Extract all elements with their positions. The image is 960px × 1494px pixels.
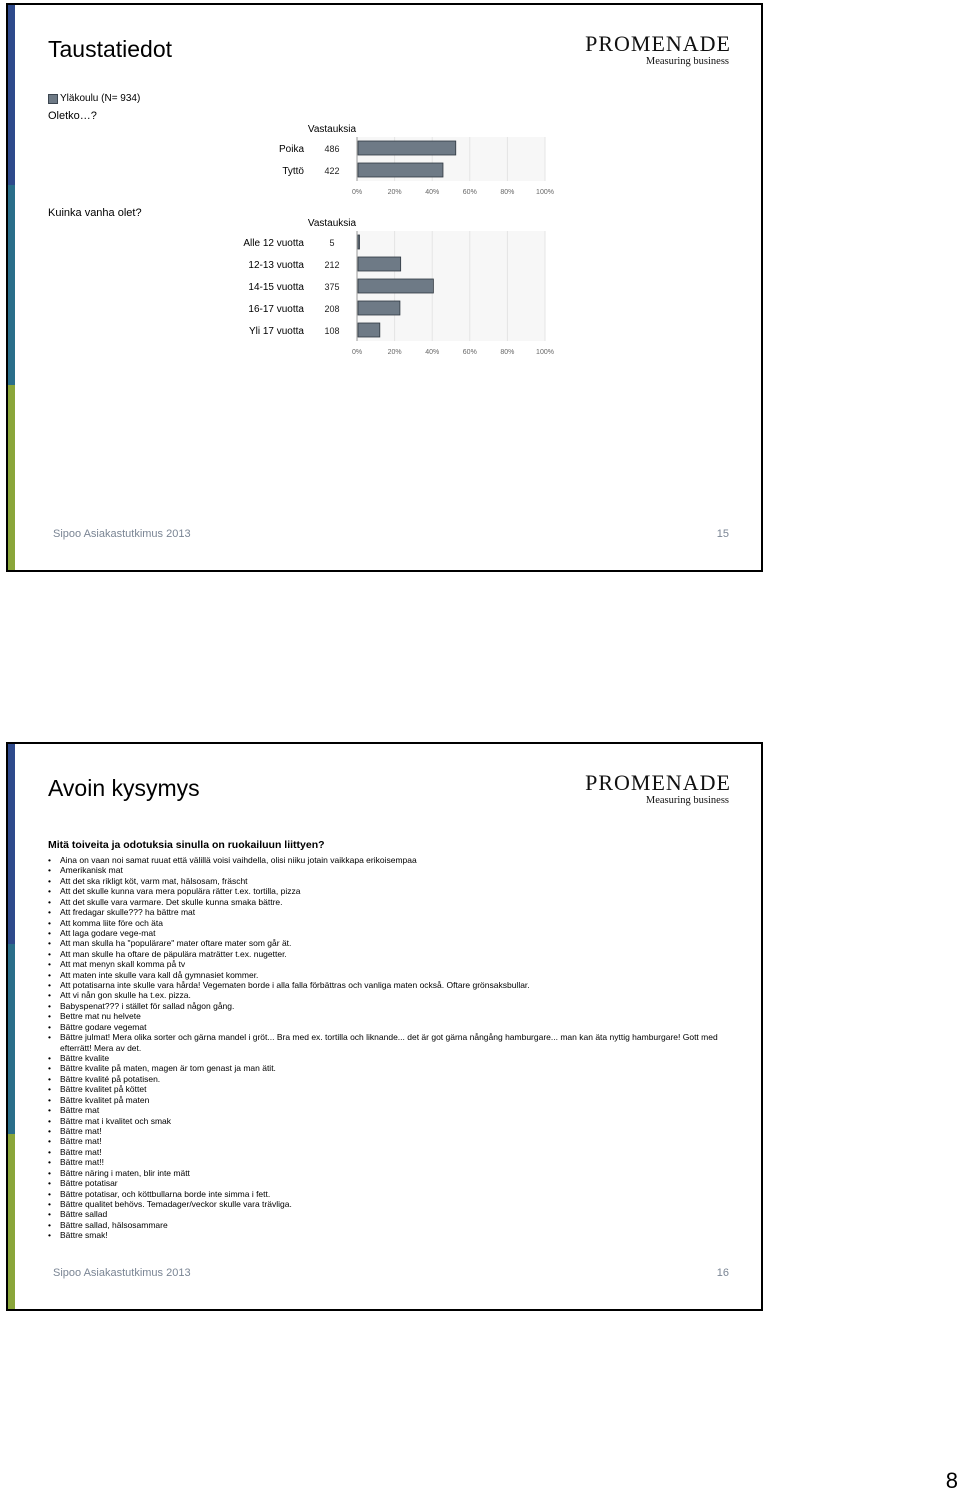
bar	[358, 141, 456, 155]
bar	[358, 301, 400, 315]
bar	[358, 279, 433, 293]
value-label: 422	[324, 166, 340, 176]
x-tick-label: 100%	[536, 189, 554, 196]
value-label: 5	[329, 238, 335, 248]
response-item: • Att maten inte skulle vara kall då gymnasiet kommer.	[48, 970, 748, 980]
x-tick-label: 80%	[500, 349, 515, 356]
slide-page-number: 15	[716, 528, 729, 540]
value-label: 375	[324, 282, 340, 292]
response-item: • Bättre sallad, hälsosammare	[48, 1220, 748, 1230]
x-tick-label: 80%	[500, 189, 515, 196]
slide-sidebar	[8, 744, 15, 1309]
category-label: Alle 12 vuotta	[243, 238, 304, 249]
slide-footer: Sipoo Asiakastutkimus 2013	[53, 1267, 191, 1279]
promenade-logo	[579, 772, 731, 807]
response-item: • Bättre smak!	[48, 1230, 748, 1240]
document-page-number: 8	[945, 1468, 958, 1493]
x-tick-label: 0%	[351, 189, 363, 196]
response-item: • Amerikanisk mat	[48, 865, 748, 875]
chart-svg	[8, 121, 763, 199]
value-label: 486	[324, 144, 340, 154]
response-item: • Bättre näring i maten, blir inte mätt	[48, 1168, 748, 1178]
response-list	[48, 855, 748, 1241]
response-item: • Aina on vaan noi samat ruuat että välillä voisi vaihdella, olisi niiku jotain vaikkapa erikoisempaa	[48, 855, 748, 865]
sidebar-segment-blue	[8, 744, 15, 944]
response-item: • Bättre kvalite	[48, 1053, 748, 1063]
sidebar-segment-teal	[8, 944, 15, 1134]
response-item: • Bättre mat!!	[48, 1157, 748, 1167]
logo-tagline: Measuring business	[645, 56, 729, 67]
category-label: Tyttö	[282, 166, 304, 177]
response-item: • Att potatisarna inte skulle vara hårda! Vegematen borde i alla falla förbättras och vanliga maten också. Oftare grönsaksbullar.	[48, 980, 748, 990]
response-item: • Bättre kvalité på potatisen.	[48, 1074, 748, 1084]
x-tick-label: 20%	[387, 189, 402, 196]
response-item: • Bättre potatisar, och köttbullarna borde inte simma i fett.	[48, 1189, 748, 1199]
response-item: • Att det ska rikligt köt, varm mat, hälsosam, fräscht	[48, 876, 748, 886]
x-tick-label: 40%	[425, 349, 440, 356]
slide-title: Taustatiedot	[48, 36, 173, 62]
bar	[358, 323, 380, 337]
x-tick-label: 40%	[425, 189, 440, 196]
response-item: • Att laga godare vege-mat	[48, 928, 748, 938]
x-tick-label: 60%	[462, 189, 477, 196]
response-item: • Att det skulle kunna vara mera populära rätter t.ex. tortilla, pizza	[48, 886, 748, 896]
gender-chart	[8, 121, 763, 199]
response-item: • Bättre kvalitet på maten	[48, 1095, 748, 1105]
bar	[358, 235, 360, 249]
response-item: • Att vi nån gon skulle ha t.ex. pizza.	[48, 990, 748, 1000]
bar	[358, 257, 401, 271]
value-label: 212	[324, 260, 340, 270]
slide-15	[6, 3, 763, 572]
response-item: • Bättre mat!	[48, 1126, 748, 1136]
response-item: • Bättre sallad	[48, 1209, 748, 1219]
response-item: • Bättre qualitet behövs. Temadager/veckor skulle vara trävliga.	[48, 1199, 748, 1209]
response-item: • Att det skulle vara varmare. Det skulle kunna smaka bättre.	[48, 897, 748, 907]
legend-swatch	[48, 94, 58, 104]
bar	[358, 163, 443, 177]
slide-page-number: 16	[716, 1267, 729, 1279]
category-label: 14-15 vuotta	[248, 282, 304, 293]
question-age: Kuinka vanha olet?	[48, 207, 142, 219]
response-item: • Bättre kvalitet på köttet	[48, 1084, 748, 1094]
slide-title: Avoin kysymys	[48, 775, 200, 801]
slide-footer: Sipoo Asiakastutkimus 2013	[53, 528, 191, 540]
response-item: • Att fredagar skulle??? ha bättre mat	[48, 907, 748, 917]
x-tick-label: 100%	[536, 349, 554, 356]
response-item: • Att komma liite före och äta	[48, 918, 748, 928]
slide-16	[6, 742, 763, 1311]
logo-brand: PROMENADE	[585, 31, 731, 56]
legend-label: Yläkoulu (N= 934)	[60, 93, 141, 104]
logo-brand: PROMENADE	[585, 770, 731, 795]
question-gender: Oletko…?	[48, 110, 97, 122]
sidebar-segment-green	[8, 385, 15, 572]
chart-svg	[8, 215, 763, 359]
x-tick-label: 60%	[462, 349, 477, 356]
response-item: • Bättre mat i kvalitet och smak	[48, 1116, 748, 1126]
chart-legend	[48, 93, 140, 104]
x-tick-label: 20%	[387, 349, 402, 356]
response-item: • Bättre mat!	[48, 1147, 748, 1157]
open-question-heading: Mitä toiveita ja odotuksia sinulla on ruokailuun liittyen?	[48, 839, 325, 851]
promenade-logo	[579, 33, 731, 68]
response-item: • Att man skulle ha oftare de päpulära maträtter t.ex. nugetter.	[48, 949, 748, 959]
chart-header-vastauksia: Vastauksia	[307, 218, 357, 229]
chart-header-vastauksia: Vastauksia	[307, 124, 357, 135]
value-label: 108	[324, 326, 340, 336]
response-item: • Bättre mat!	[48, 1136, 748, 1146]
response-item: • Bättre mat	[48, 1105, 748, 1115]
response-item: • Bättre julmat! Mera olika sorter och gärna mandel i gröt... Bra med ex. tortilla och liknande... det är got gärna nångång hamburgare... man kan äta nyttig hamburgare! Gott med efterrätt! Mera av det.	[48, 1032, 748, 1053]
category-label: Poika	[278, 144, 304, 155]
category-label: Yli 17 vuotta	[248, 326, 304, 337]
x-tick-label: 0%	[351, 349, 363, 356]
category-label: 12-13 vuotta	[248, 260, 304, 271]
response-item: • Bättre godare vegemat	[48, 1022, 748, 1032]
response-item: • Bättre potatisar	[48, 1178, 748, 1188]
response-item: • Bettre mat nu helvete	[48, 1011, 748, 1021]
category-label: 16-17 vuotta	[248, 304, 304, 315]
sidebar-segment-green	[8, 1134, 15, 1311]
response-item: • Att mat menyn skall komma på tv	[48, 959, 748, 969]
response-item: • Bättre kvalite på maten, magen är tom genast ja man ätit.	[48, 1063, 748, 1073]
response-item: • Att man skulla ha "populärare" mater oftare mater som går ät.	[48, 938, 748, 948]
age-chart	[8, 215, 763, 359]
logo-tagline: Measuring business	[645, 795, 729, 806]
value-label: 208	[324, 304, 340, 314]
response-item: • Babyspenat??? i stället för sallad någon gång.	[48, 1001, 748, 1011]
